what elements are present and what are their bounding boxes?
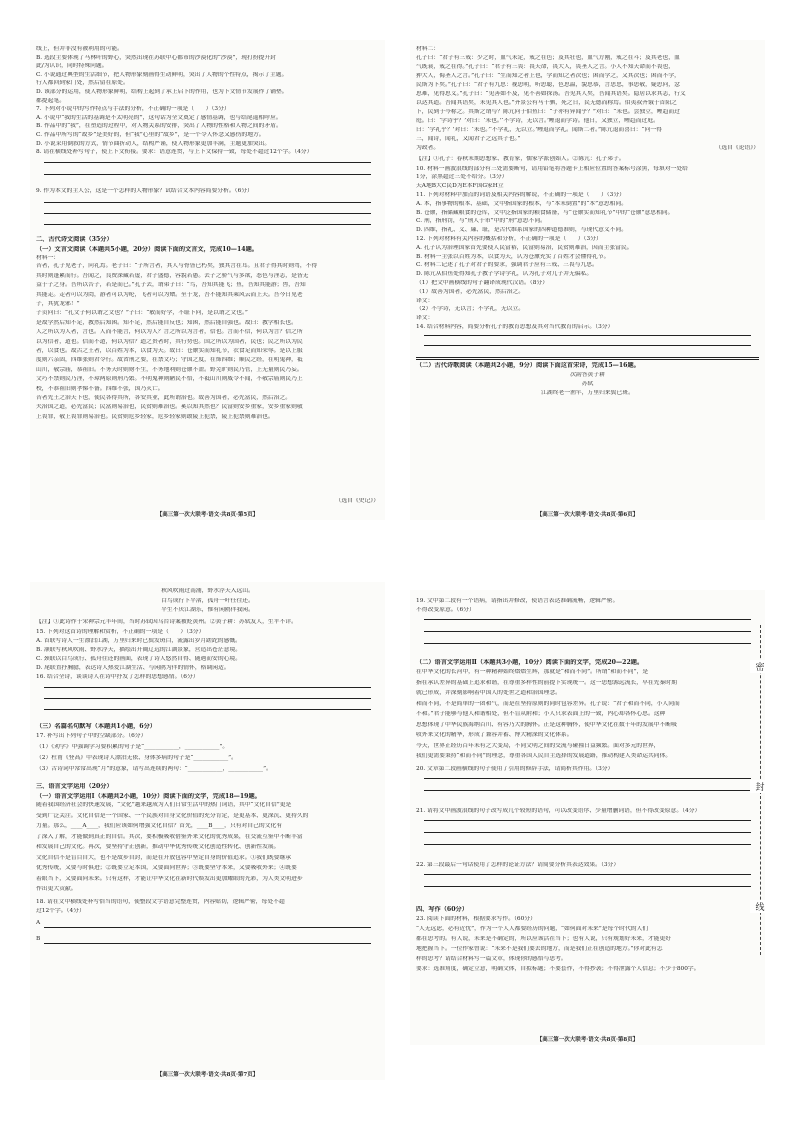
passage-line: 曰：‘学礼乎？’对曰：‘未也。’‘不学礼，无以立。’鲤退而学礼。闻斯二者。”陈亢退而喜曰：“问一得 (416, 126, 662, 133)
poem-line: 江湖终老一渔竿，万里归来鬓已斑。 (541, 389, 634, 396)
question-text: 12. 下列对材料有关内容的概括和分析，不正确的一项是（ ）（3分） (416, 235, 602, 242)
question-text: C. 颈联以白鸟成行、孤舟往还的画面，表现了诗人悠然自得、随遇而安的心境。 (36, 655, 242, 662)
dictation-line: （1）《劝学》中强调学习要积累的句子是“____________，____________”。 (36, 743, 229, 750)
passage-line: 人之所以为人者，言也。人而不能言，何以为人？言之所以为言者，信也。言而不信，何以为言？信之所 (36, 329, 303, 336)
section-header: 三、语言文字运用（20分） (36, 782, 113, 790)
question-text: C. 小说通过典型的生活细节，把人物形象刻画得生动鲜明，突出了人物的个性特点，揭示了主题。 (36, 71, 288, 78)
answer-line (44, 698, 371, 699)
passage-line: 三，闻诗，闻礼，又闻君子之远其子也。” (416, 135, 521, 142)
answer-line (44, 709, 371, 710)
passage-line: 夫治国之道，必先富民；民富则易治也，民贫则难治也。奚以知其然也？民富则安乡重家，安乡重家则敬 (36, 404, 303, 411)
question-text: 8. 请在横线处补写句子，使上下文衔接。要求：语意连贯，与上下文保持一致，每处不超过12个字。（4分） (36, 149, 313, 156)
question-text: 此/为认识，同时特殊问题。 (36, 63, 108, 70)
passage-line: 今天，世界正经历百年未有之大变局，不同文明之间的交流与碰撞日益频繁。面对多元的世界， (416, 742, 660, 749)
question-text: A. 首联写诗人一生漂泊江湖，万里归来时已鬓发斑白，流露出岁月蹉跎的感慨。 (36, 637, 241, 644)
answer-line (44, 213, 371, 214)
answer-line (424, 886, 751, 887)
passage-line: 益于子之身。吾所以告子，若是而已。”孔子去，谓弟子曰：“鸟，吾知其能飞；鱼，吾知其能游；兽，吾知 (36, 282, 306, 289)
question-text: D. 该部分的运用，使人物形象鲜明，结构上起到了承上启下的作用，也为下文情节发展作了铺垫。 (36, 89, 288, 95)
section-divider (416, 357, 759, 360)
passage-line: 思难，见得思义。”孔子曰：“见善如不及，见不善如探汤。吾见其人矣，吾闻其语矣。隐居以求其志，行义 (416, 90, 686, 97)
passage-line: 和发展自己的文化。再次，要坚持守正创新，推动中华优秀传统文化创造性转化、创新性发展。 (36, 844, 280, 850)
passage-line: 上畏罪，敬上畏罪则易治也。民贫则危乡轻家，危乡轻家则敢陵上犯禁，陵上犯禁则难治也。 (36, 413, 274, 420)
passage-line: 不和。”君子能够与他人和谐相处，但不盲从附和；小人只求表面上的一致，内心却各怀心思。这种 (416, 711, 666, 717)
passage-line: 民斯为下矣。”孔子曰：“君子有九思：视思明，听思聪，色思温，貌思恭，言思忠，事思敬，疑思问，忿 (416, 81, 680, 88)
question-text: 10. 材料一画波浪线的部分有三处需要断句，请用铅笔将答题卡上相应位置的答案标号涂黑，每填对一处给 (416, 165, 688, 172)
question-text: 9. 作为本文的主人公，这是一个怎样的人物形象？试结合文本内容简要分析。（6分） (36, 187, 253, 194)
question-text: A. 小说中“我的生活的基调是不太明亮的”，这句话为全文奠定了感情基调，也与结尾遥相呼应。 (36, 114, 282, 121)
passage-line: 校，不恭祖旧则孝悌不备。四维不张，国乃灭亡。 (36, 385, 164, 392)
passage-line: 其能走。走者可以为罔，游者可以为纶，飞者可以为矰。至于龙，吾不能知其乘风云而上天。吾今日见老 (36, 291, 303, 298)
passage-line: 作出更大贡献。 (36, 886, 77, 892)
question-text: 不得改变原意。（6分） (416, 607, 475, 613)
poem-note: 【注】①此诗作于宋神宗元丰年间，当时苏轼因乌台诗案被贬黄州。②黄子耕：苏轼友人，生平不详。 (36, 618, 297, 625)
passage-line: 文化自信不是盲目自大，也不是故步自封，而是在开放包容中坚定自身的价值追求。①我们既要继承 (36, 854, 292, 861)
answer-line (424, 643, 751, 644)
writing-prompt: 样的思考？请结合材料写一篇文章，体现你的感悟与思考。 (416, 955, 567, 962)
passage-line: 随着我国经济社会的快速发展，“文化”越来越成为人们日常生活中的热门词语，其中“文化自信”更是 (36, 802, 292, 808)
question-text: 22. 第三段最后一句话使用了怎样的论证方法？请简要分析其表达效果。（3分） (416, 861, 620, 868)
answer-line (424, 820, 751, 821)
question-text: 1分，涂黑超过三处不给分。（3分） (416, 174, 508, 181)
writing-prompt: 要求：选准角度，确定立意，明确文体，自拟标题；不要套作，不得抄袭；不得泄露个人信息；不少于800字。 (416, 965, 700, 972)
question-text: A. 本，指事物的根本、基础，文中指国家的根本，与“本末倒置”的“本”意思相同。 (416, 200, 628, 207)
question-text: 19. 文中第二段有一个语病，请指出并修改，使语言表达准确流畅，逻辑严密。 (416, 598, 619, 604)
poem-line: 白鸟成行下平渚，孤舟一叶任往还。 (161, 597, 254, 604)
passage-line: 思想体现了中华民族海纳百川、有容乃大的胸怀。正是这种胸怀，使中华文化在数千年的发展中不断吸 (416, 721, 677, 728)
answer-line (424, 874, 751, 875)
passage-line: 以为信者，道也。信而不道，何以为信？道之贵者时，其行势也。国之所以为国者，民也；民之所以为民 (36, 338, 303, 345)
answer-line (424, 832, 751, 833)
passage-line: 收外来文化的精华，形成了兼容并蓄、博大精深的文化体系。 (416, 732, 573, 738)
passage-line: 为政者。 (416, 144, 440, 151)
passage-line: 子贡问曰：“孔文子何以谓之文也？”子曰：“敏而好学，不耻下问，是以谓之文也。” (36, 310, 248, 317)
question-text: B. 材料一主张以百姓为本，以食为天，认为仓廪充实了百姓才会懂得礼节。 (416, 253, 610, 260)
passage-line: 着眼当下，又要面向未来。只有这样，才能让中华文化在新时代焕发出更加耀眼的光彩，为人类文明进步 (36, 875, 303, 882)
dictation-line: （2）杜甫《登高》中表现诗人漂泊无依、身体多病的句子是“____________”。 (36, 754, 237, 761)
question-text: D. 陈亢从伯鱼处得知孔子教子学诗学礼，认为孔子对儿子并无偏私。 (416, 271, 593, 278)
question-text: 14. 结合材料内容，简要分析孔子的教育思想及其对当代教育的启示。（3分） (416, 323, 614, 330)
poem-line: 秋风吹雨过南浦，野水浮天入远山。 (161, 588, 254, 594)
passage-line: 是故学然后知不足，教然后知困。知不足，然后能自反也；知困，然后能自强也。故曰：教学相长也。 (36, 319, 297, 326)
question-text: （2）不学诗，无以言；不学礼，无以立。 (416, 306, 525, 313)
question-text: C. 材料二记述了孔子对君子的要求，强调君子应有三戒、三畏与九思。 (416, 262, 598, 269)
answer-label: A (36, 919, 41, 926)
passage-line: 气既衰，戒之在得。”孔子曰：“君子有三畏：畏天命，畏大人，畏圣人之言。小人不知天命而不畏也， (416, 63, 675, 70)
writing-prompt: 23. 阅读下面的材料，根据要求写作。（60分） (416, 915, 536, 922)
question-text: C. 刑，指刑罚，与“刑人于市”中的“刑”意思不同。 (416, 218, 546, 225)
subsection-header: （二）古代诗歌阅读（本题共2小题，9分）阅读下面这首宋诗，完成15—16题。 (416, 361, 640, 369)
passage-line: 昔者，孔子见老子，问礼焉。老子曰：“子所言者，其人与骨皆已朽矣，独其言在耳。且君子得其时则驾，不得 (36, 263, 318, 270)
question-text: 行人都回到家门处，然后留在原处。 (36, 80, 129, 87)
passage-line: 庭。曰：‘学诗乎？’对曰：‘未也。’‘不学诗，无以言。’鲤退而学诗。他日，又独立，鲤趋而过庭。 (416, 117, 659, 124)
question-text: B. 颔联写秋风吹雨、野水浮天，描绘出开阔辽远的江湖景象，营造出苍茫意境。 (36, 646, 242, 653)
question-text: 天A地B大C民D为E本F国G家H立 (416, 183, 504, 190)
poem-line: 平生不厌江湖乐，惟有闲鸥伴我闲。 (161, 607, 254, 613)
dictation-line: 17. 补写出下列句子中的空缺部分。（6分） (36, 732, 147, 739)
passage-line: 我们更需要秉持“和而不同”的理念，尊重各国人民自主选择的发展道路，推动构建人类命运共同体。 (416, 753, 672, 759)
binding-mark: 封 (750, 780, 770, 793)
passage-line: 狎大人，侮圣人之言。”孔子曰：“生而知之者上也，学而知之者次也；困而学之，又其次也；困而不学， (416, 72, 680, 79)
passage-line: 受到广泛关注。文化自信是一个国家、一个民族对自身文化价值的充分肯定，是更基本、更深沉、更持久的 (36, 812, 309, 819)
answer-line (44, 174, 371, 175)
page-footer: 【高三第一次大联考·语文·共8页·第7页】 (156, 1072, 259, 1078)
page-6 (410, 40, 765, 520)
question-text: D. 小说采用倒叙的方式，情节曲折动人，结构严谨，使人物形象更加丰满，主题更加突出。 (36, 140, 271, 147)
passage-line: 在中华文化的长河中，有一种精神始终熠熠生辉，那就是“和而不同”。所谓“和而不同”，是 (416, 669, 649, 675)
passage-line: 昔者先王之治天下也，使民各得其所，各安其业，此所谓治也。故善为国者，必先富民，然后治之。 (36, 394, 292, 401)
answer-line (44, 943, 371, 944)
page-8 (410, 590, 765, 1045)
answer-line (424, 844, 751, 845)
binding-mark: 密 (750, 660, 770, 673)
passage-label: 材料二： (416, 46, 440, 52)
question-text: C. 作品中所写的“故乡”是美好的，但“我”心里的“故乡”，是一个令人怀念又感伤的地方。 (36, 132, 265, 138)
passage-line: 度则六亲固，四维张则君令行。故省刑之要，在禁文巧；守国之度，在饰四维；顺民之经，在明鬼神，祗 (36, 357, 303, 364)
passage-line: 了深入了解，才能做到真正的自信。其次，要积极吸收借鉴外来文化的优秀成果，在交流互鉴中不断丰富 (36, 833, 303, 840)
passage-line: 子，其犹龙邪！” (36, 300, 80, 307)
poem-author: 苏轼 (581, 380, 594, 387)
passage-line: 其时则蓬累而行。吾闻之，良贾深藏若虚，君子盛德，容貌若愚。去子之骄气与多欲，态色与淫志，是皆无 (36, 272, 309, 279)
question-text: 21. 请将文中画波浪线的句子改写成几个较短的语句，可以改变语序、少量增删词语，但不得改变原意。（4分） (416, 807, 701, 814)
passage-line: 文巧不禁则民乃淫，不璋两原则刑乃繁。不明鬼神则陋民不悟，不祗山川则威令不闻，不敬宗庙则民乃上 (36, 376, 303, 383)
question-text: （1）把文中画横线的句子翻译成现代汉语。（8分） (416, 279, 549, 286)
answer-line (424, 335, 751, 336)
answer-line (44, 927, 371, 928)
passage-line: 优秀传统，又要与时俱进；②既要立足本国，又要面向世界；③既要坚守本来，又要吸收外来；④既要 (36, 865, 297, 871)
question-text: 译文： (416, 315, 434, 322)
dictation-line: （3）古诗词中常常出现“月”的意象，请写出连续的两句：“____________，____________”。 (36, 765, 272, 772)
passage-line: 和而不同，不是简单的一团和气，而是在坚持原则的同时包容差异。孔子说：“君子和而不同，小人同而 (416, 700, 680, 707)
question-text: 11. 下列对材料中加点的词语及相关内容的解说，不正确的一项是（ ）（3分） (416, 191, 625, 198)
writing-prompt: “人无远虑，必有近忧”，作为一个人人都要经历的问题，“如何面对未来”是每个时代的人们 (416, 925, 649, 932)
passage-line: 就已形成，并深刻影响着中国人的处世之道和治国理念。 (416, 690, 561, 696)
answer-line (44, 162, 371, 163)
answer-line (44, 202, 371, 203)
subsection-header: （一）文言文阅读（本题共5小题，20分）阅读下面的文言文，完成10—14题。 (36, 245, 258, 253)
question-text: D. 尾联直抒胸臆，表达诗人热爱江湖生活、与闲鸥为伴的情怀，格调闲适。 (36, 664, 230, 671)
subsection-header: （三）名篇名句默写（本题共1小题，6分） (36, 722, 156, 730)
poem-title: 次韵答黄子耕 (570, 371, 605, 378)
subsection-header: （一）语言文字运用Ⅰ（本题共2小题，10分）阅读下面的文字，完成18—19题。 (36, 792, 261, 800)
section-header: 二、古代诗文阅读（35分） (36, 235, 113, 243)
answer-line (44, 224, 371, 225)
answer-line (424, 790, 751, 791)
answer-line (44, 687, 371, 688)
page-footer: 【高三第一次大联考·语文·共8页·第6页】 (536, 512, 639, 518)
answer-line (424, 619, 751, 620)
writing-prompt: 都在思考的。有人说，未来是不确定的，所以应该活在当下；也有人说，只有规划好未来，才能更好 (416, 935, 672, 942)
question-text: 过12个字。（4分） (36, 907, 85, 914)
binding-mark: 线 (750, 900, 770, 913)
passage-line: 力量。那么，____A____，我们应该如何增强文化自信？首先，____B____，只有对自己的文化有 (36, 823, 283, 829)
passage-source: （选自《论语》） (715, 144, 759, 151)
passage-line: 者，以食也。故古之王者，以百姓为本，以食为天。故曰：仓廪实而知礼节，衣食足而知荣辱。是以上服 (36, 347, 303, 354)
passage-line: 指在承认差异的基础上追求和谐，在尊重多样性的前提下实现统一。这一思想源远流长，早在先秦时期 (416, 679, 677, 686)
passage-line: 孔子曰：“君子有三戒：少之时，血气未定，戒之在色；及其壮也，血气方刚，戒之在斗；及其老也，血 (416, 54, 680, 61)
passage-source: （选自《史记》） (335, 498, 379, 504)
passage-note: 【注】①孔子：春秋末期思想家、教育家，儒家学派创始人。②陈亢：孔子弟子。 (416, 155, 625, 162)
question-text: 15. 下列对这首诗的理解和赏析，不正确的一项是（ ）（3分） (36, 628, 205, 635)
subsection-header: （二）语言文字运用Ⅱ（本题共3小题，10分）阅读下面的文字，完成20—22题。 (416, 659, 644, 666)
question-text: D. 四维，指礼、义、廉、耻，是古代维系国家的四种道德准则，与现代意义不同。 (416, 227, 628, 234)
question-text: 7. 下列对小说中的写作特点与手法的分析，不正确的一项是（ ）（3分） (36, 106, 230, 113)
question-text: B. 作品中的“我”，在塑造的过程中，对人物关系的安排，突出了人物的性格和人物之间的矛盾。 (36, 123, 282, 130)
question-text: 18. 请在文中横线处补写恰当的语句，使整段文字语意完整连贯，内容贴切，逻辑严密，每处不超 (36, 898, 285, 905)
passage-line: 以达其道。吾闻其语矣，未见其人也。”齐景公有马千驷，死之日，民无德而称焉。伯夷叔齐饿于首阳之 (416, 99, 677, 106)
question-text: 都提起笔。 (36, 97, 65, 104)
question-text: 译文： (416, 297, 434, 304)
question-text: 20. 文章第二段画横线的句子使用了引用的修辞手法，请简析其作用。（3分） (416, 765, 614, 772)
writing-prompt: 地把握当下。一位作家曾说：“未来不是我们要去的地方，而是我们正在创造的地方。”你对此有怎 (416, 945, 663, 952)
answer-line (424, 631, 751, 632)
passage-line: 山川，敬宗庙，恭祖旧。不务天时则财不生，不务地利则仓廪不盈。野芜旷则民乃菅，上无量则民乃妄。 (36, 366, 303, 373)
passage-line: 下，民到于今称之。其斯之谓与？陈亢问于伯鱼曰：“子亦有异闻乎？”对曰：“未也。尝独立，鲤趋而过 (416, 108, 680, 115)
passage-label: 材料一： (36, 254, 60, 261)
question-text: 16. 结合全诗，谈谈诗人在诗中抒发了怎样的思想感情。（6分） (36, 673, 199, 680)
question-text: B. 选段主要体现了马林叶的野心，突然出现在苏联中心都市的沙漠化的“沙漠”，现打扮提升封 (36, 54, 276, 61)
question-text: B. 仓廪，指储藏粮食的仓库，文中泛指国家的粮食储备，与“仓廪实而知礼节”中的“仓廪”意思相同。 (416, 209, 674, 216)
question-text: 线上，但并非没有被利用的可能。 (36, 46, 123, 52)
page-5 (30, 40, 385, 520)
page-7 (30, 582, 385, 1080)
answer-line (424, 345, 751, 346)
question-text: （1）故善为国者，必先富民，然后治之。 (416, 288, 525, 295)
answer-label: B (36, 935, 41, 942)
section-header: 四、写作（60分） (416, 905, 468, 913)
answer-line (424, 778, 751, 779)
page-footer: 【高三第一次大联考·语文·共8页·第5页】 (156, 512, 259, 518)
page-footer: 【高三第一次大联考·语文·共8页·第8页】 (536, 1037, 639, 1043)
question-text: A. 孔子认为治理国家首先要使人民富裕，民富则易治，民贫则难治，因而主张富民。 (416, 244, 633, 251)
